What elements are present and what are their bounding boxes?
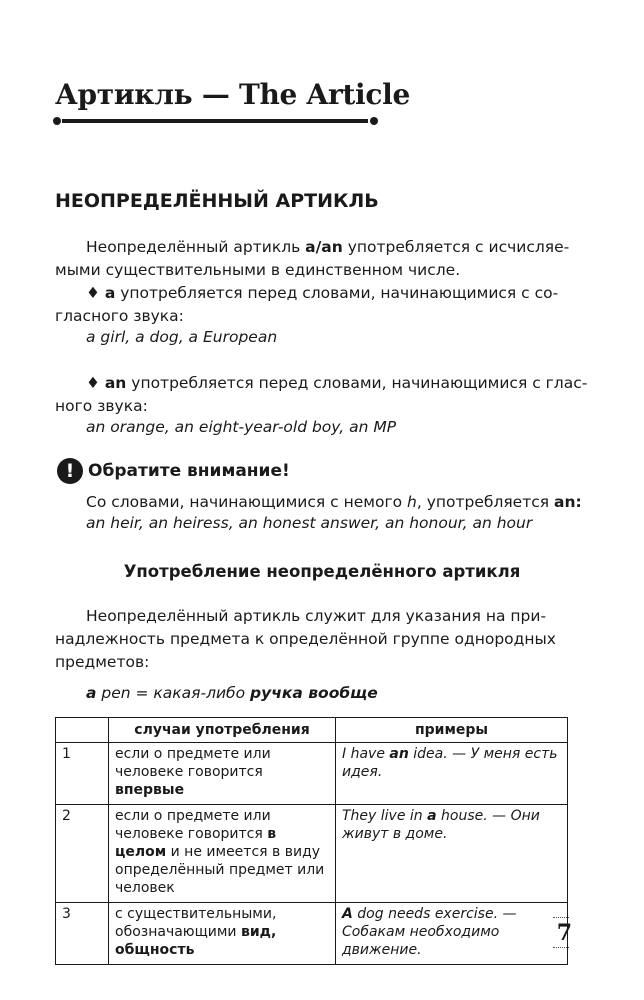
page-title: Артикль — The Article <box>55 78 410 111</box>
usage-line-1: Неопределённый артикль служит для указания на при- <box>86 607 547 625</box>
exclamation-icon: ! <box>57 458 83 484</box>
attention-text: Со словами, начинающимися с немого h, употребляется an: <box>86 493 582 511</box>
intro-line-1: Неопределённый артикль a/an употребляется с исчисляе- <box>86 238 570 256</box>
usage-line-3: предметов: <box>55 653 150 671</box>
rule-a-line-1: ♦ a употребляется перед словами, начинающимися с со- <box>86 284 559 302</box>
bullet-icon: ♦ <box>86 374 100 392</box>
title-rule-left-dot <box>53 117 61 125</box>
pen-example: a pen = какая-либо ручка вообще <box>86 684 378 702</box>
attention-heading: Обратите внимание! <box>88 461 290 481</box>
usage-heading: Употребление неопределённого артикля <box>123 562 521 581</box>
usage-line-2: надлежность предмета к определённой группе однородных <box>55 630 556 648</box>
rule-an-line-1: ♦ an употребляется перед словами, начинающимися с глас- <box>86 374 588 392</box>
article-a-an: a/an <box>305 238 343 256</box>
table-header-examples: примеры <box>336 718 568 743</box>
rule-an-examples: an orange, an eight-year-old boy, an MP <box>86 418 397 436</box>
rule-a-line-2: гласного звука: <box>55 307 184 325</box>
table-row: 1 если о предмете или человеке говорится впервые I have an idea. — У меня есть идея. <box>56 743 568 805</box>
title-underline <box>62 119 368 123</box>
intro-line-2: мыми существительными в единственном числе. <box>55 261 461 279</box>
table-row: 2 если о предмете или человеке говорится в целом и не имеется в виду определённый предмет или человек They live in a house. — Они живут в доме. <box>56 805 568 903</box>
page-number-tick-top <box>553 917 569 919</box>
attention-examples: an heir, an heiress, an honest answer, an honour, an hour <box>86 514 533 532</box>
table-header-cases: случаи употребления <box>109 718 336 743</box>
rule-an-line-2: ного звука: <box>55 397 148 415</box>
title-rule-right-dot <box>370 117 378 125</box>
page-number: 7 <box>556 920 572 946</box>
usage-table <box>55 717 568 965</box>
bullet-icon: ♦ <box>86 284 100 302</box>
page-number-tick-bottom <box>553 947 569 949</box>
table-header-num <box>56 718 109 743</box>
table-header-row <box>56 718 568 743</box>
section-heading: НЕОПРЕДЕЛЁННЫЙ АРТИКЛЬ <box>55 190 379 212</box>
table-row: 3 с существительными, обозначающими вид, общность A dog needs exercise. — Собакам необходимо движение. <box>56 903 568 965</box>
rule-a-examples: a girl, a dog, a European <box>86 328 278 346</box>
